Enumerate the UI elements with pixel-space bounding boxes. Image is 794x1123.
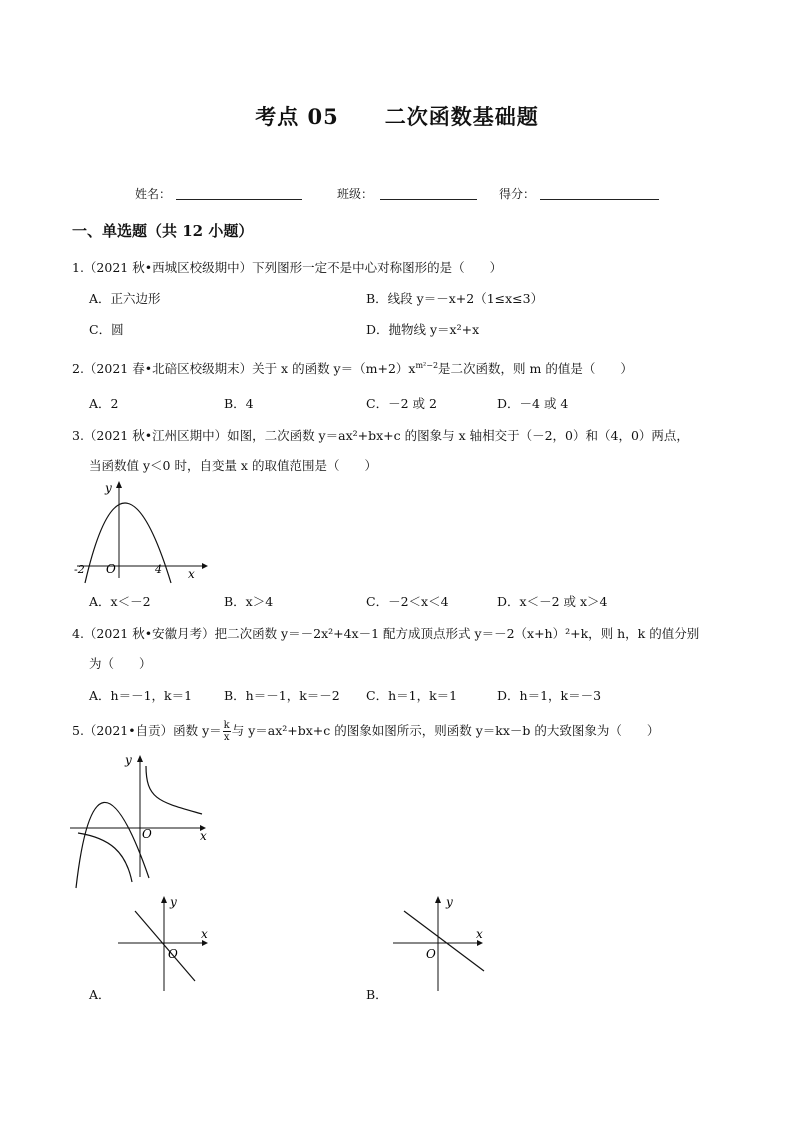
question-4-option-c[interactable]: C．h＝1，k＝1 [366, 688, 458, 703]
x-axis-label: x [476, 927, 483, 941]
class-field[interactable] [380, 199, 477, 200]
section-heading: 一、单选题（共 12 小题） [72, 222, 254, 240]
question-3-option-a[interactable]: A．x＜－2 [89, 594, 151, 609]
question-3-stem-line1: 3.（2021 秋•江州区期中）如图，二次函数 y＝ax²+bx+c 的图象与 x 轴相交于（－2，0）和（4，0）两点， [72, 428, 689, 443]
tick-4: 4 [155, 563, 162, 576]
question-2-option-a[interactable]: A．2 [89, 396, 119, 411]
name-field[interactable] [176, 199, 302, 200]
question-4-option-d[interactable]: D．h＝1，k＝－3 [497, 688, 602, 703]
question-4-option-a[interactable]: A．h＝－1，k＝1 [89, 688, 193, 703]
question-5-stem: 5.（2021•自贡）函数 y＝ $\frac{k}{x}$ 与 y＝ax²+bx+c 的图象如图所示，则函数 y＝kx－b 的大致图象为（ ） [72, 720, 660, 743]
y-axis-arrow [137, 755, 143, 762]
hyperbola-upper-branch [146, 766, 202, 814]
question-3-option-c[interactable]: C．－2＜x＜4 [366, 594, 449, 609]
question-3-parabola-graph [72, 478, 212, 583]
y-axis-arrow [116, 481, 122, 488]
y-axis-label: y [446, 895, 453, 909]
question-2-stem: 2.（2021 春•北碚区校级期末）关于 x 的函数 $y=(m+2)x^{m^2-2}$是二次函数，则 m 的值是（ ） [72, 360, 633, 376]
x-axis-label: x [188, 567, 195, 581]
question-4-stem-line1: 4.（2021 秋•安徽月考）把二次函数 y＝－2x²+4x－1 配方成顶点形式 y＝－2（x+h）²+k，则 h，k 的值分别 [72, 626, 700, 641]
x-axis-label: x [201, 927, 208, 941]
line-graph [404, 911, 484, 971]
question-2-option-c[interactable]: C．－2 或 2 [366, 396, 437, 411]
question-4-option-b[interactable]: B．h＝－1，k＝－2 [224, 688, 340, 703]
question-5-option-b[interactable]: B． [366, 987, 388, 1002]
question-1-stem: 1.（2021 秋•西城区校级期中）下列图形一定不是中心对称图形的是（ ） [72, 260, 503, 275]
name-label: 姓名： [135, 187, 172, 201]
question-2-option-b[interactable]: B．4 [224, 396, 254, 411]
origin-label: O [106, 562, 116, 576]
score-label: 得分： [499, 187, 536, 201]
origin-label: O [142, 827, 152, 841]
question-1-option-c[interactable]: C．圆 [89, 322, 124, 337]
question-5-main-graph [70, 752, 215, 892]
origin-label: O [426, 947, 436, 961]
question-3-stem-line2: 当函数值 y＜0 时，自变量 x 的取值范围是（ ） [89, 458, 377, 473]
y-axis-arrow [161, 896, 167, 903]
question-4-stem-line2: 为（ ） [89, 656, 152, 671]
hyperbola-lower-branch [78, 833, 132, 882]
question-2-option-d[interactable]: D．－4 或 4 [497, 396, 569, 411]
y-axis-label: y [105, 481, 112, 495]
score-field[interactable] [540, 199, 659, 200]
y-axis-arrow [435, 896, 441, 903]
page-title: 考点 05 二次函数基础题 [255, 104, 539, 129]
question-3-option-d[interactable]: D．x＜－2 或 x＞4 [497, 594, 608, 609]
question-1-option-d[interactable]: D．抛物线 y＝x²+x [366, 322, 480, 337]
question-1-option-b[interactable]: B．线段 y＝－x+2（1≤x≤3） [366, 291, 544, 306]
exponent: m²−2 [415, 360, 439, 370]
y-axis-label: y [125, 753, 132, 767]
origin-label: O [168, 947, 178, 961]
question-3-option-b[interactable]: B．x＞4 [224, 594, 274, 609]
line-graph [135, 911, 195, 981]
class-label: 班级： [337, 187, 374, 201]
tick-neg2: -2 [74, 563, 85, 576]
question-5-option-a[interactable]: A． [89, 987, 111, 1002]
fraction: $\frac{k}{x}$ [223, 720, 230, 743]
option-b-graph [390, 895, 490, 995]
y-axis-label: y [170, 895, 177, 909]
option-a-graph [115, 895, 215, 995]
parabola-curve [76, 802, 149, 888]
question-1-option-a[interactable]: A．正六边形 [89, 291, 161, 306]
x-axis-arrow [202, 563, 208, 569]
x-axis-label: x [200, 829, 207, 843]
